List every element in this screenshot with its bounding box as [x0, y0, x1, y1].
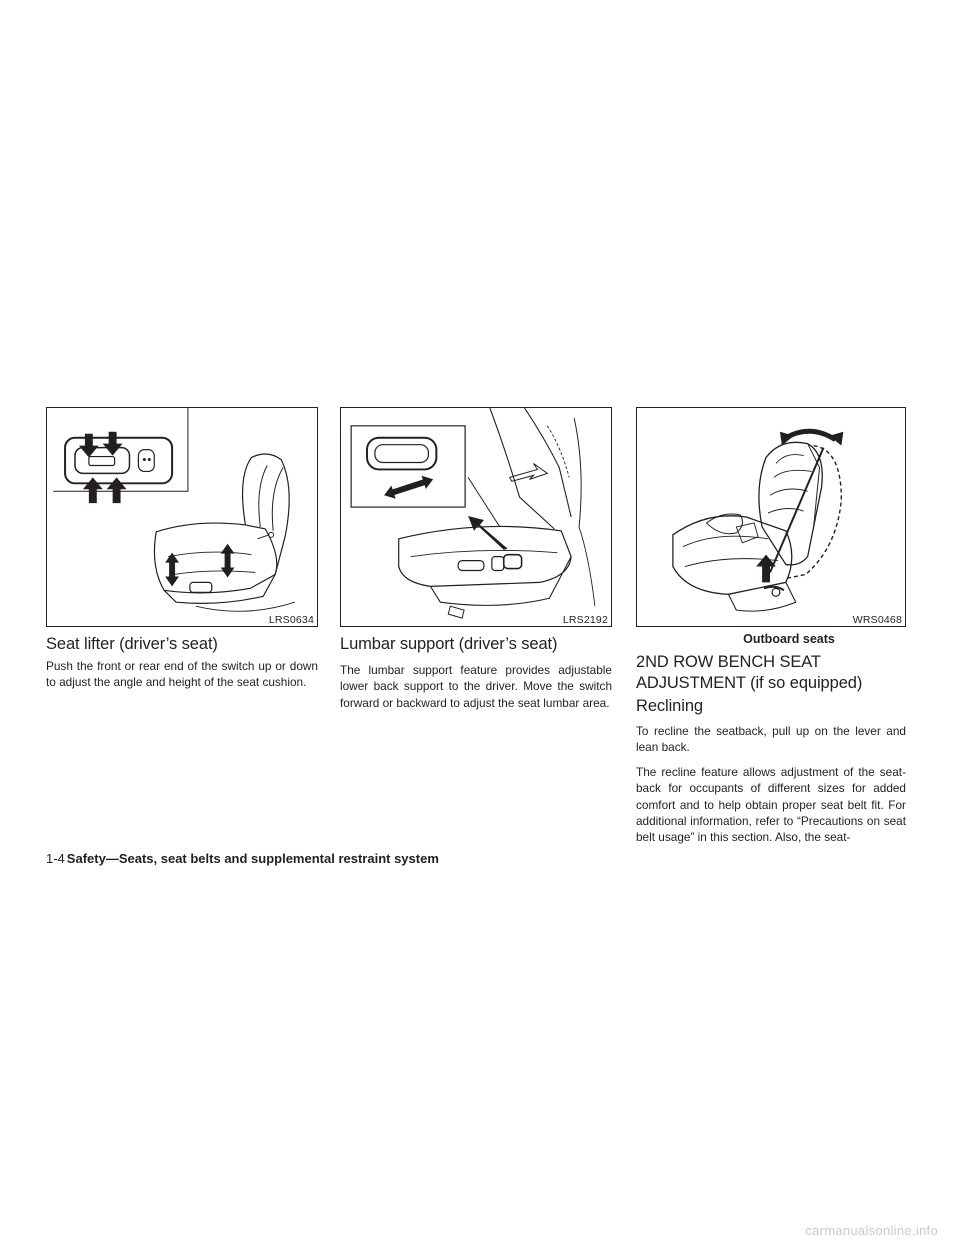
page-number: 1-4 [46, 851, 65, 866]
page-footer [46, 851, 439, 866]
watermark: carmanualsonline.info [805, 1223, 938, 1238]
lumbar-support-illustration [341, 408, 611, 626]
figure-2nd-row-recline [636, 407, 906, 627]
section-heading-line1: 2ND ROW BENCH SEAT [636, 653, 821, 671]
lumbar-support-text: The lumbar support feature provides adjustable lower back support to the driver. Move the switch forward or backward to adjust the seat lumbar area. [340, 663, 612, 710]
figure-lumbar-support [340, 407, 612, 627]
reclining-text-2: The recline feature allows adjustment of the seat-back for occupants of different sizes for added comfort and to help obtain proper seat belt fit. For additional information, refer to “Precautions on seat belt usage” in this section. Also, the seat- [636, 765, 906, 845]
seat-lifter-text: Push the front or rear end of the switch up or down to adjust the angle and height of the seat cushion. [46, 659, 318, 690]
reclining-heading: Reclining [636, 697, 703, 715]
section-heading-line2: ADJUSTMENT (if so equipped) [636, 674, 863, 692]
lumbar-support-heading: Lumbar support (driver’s seat) [340, 635, 558, 653]
seat-lifter-illustration [47, 408, 317, 626]
reclining-text-1: To recline the seatback, pull up on the lever and lean back. [636, 724, 906, 755]
figure-code: WRS0468 [852, 614, 902, 626]
figure-code: LRS2192 [562, 614, 608, 626]
figure-seat-lifter [46, 407, 318, 627]
chapter-title: Safety—Seats, seat belts and supplemental restraint system [66, 851, 439, 866]
figure-code: LRS0634 [268, 614, 314, 626]
bench-seat-recline-illustration [637, 408, 905, 626]
figure-caption: Outboard seats [743, 632, 835, 646]
seat-lifter-heading: Seat lifter (driver’s seat) [46, 635, 218, 653]
